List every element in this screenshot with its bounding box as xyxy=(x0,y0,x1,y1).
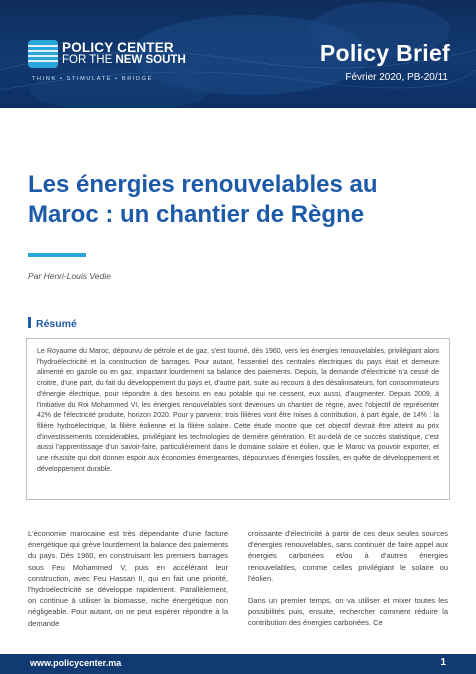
body-paragraph: Dans un premier temps, on va utiliser et mixer toutes les possibilités puis, ensuite, rechercher comment réduire la contribution des énergies carbonées. Ce xyxy=(248,596,448,628)
summary-marker-icon xyxy=(28,317,31,328)
footer-website-link[interactable]: www.policycenter.ma xyxy=(30,658,122,668)
logo-mark-icon xyxy=(28,40,58,68)
policy-center-logo[interactable] xyxy=(28,40,186,72)
body-column-left xyxy=(28,528,228,640)
title-underline xyxy=(28,253,86,257)
page-title: Les énergies renouvelables au Maroc : un chantier de Règne xyxy=(28,171,378,228)
logo-tagline: THINK • STIMULATE • BRIDGE xyxy=(32,76,153,82)
summary-heading: Résumé xyxy=(28,317,77,330)
logo-name: POLICY CENTER xyxy=(62,40,174,55)
page-number: 1 xyxy=(440,657,446,668)
body-paragraph: L'économie marocaine est très dépendante d'une facture énergétique qui grève lourdement la balance des paiements du pays. Dès 1960, en construisant les premiers barrages sous Feu Mohammed V, puis en accélérant leur construction, avec Feu Hassan II, qui en fait une priorité, l'hydroélectricité se développe rapidement. Parallèlement, on continue à utiliser la biomasse, niche énergétique non négligeable. Pour autant, on ne peut espérer répondre à la demande xyxy=(28,529,228,628)
summary-box: Le Royaume du Maroc, dépourvu de pétrole et de gaz, s'est tourné, dès 1960, vers les énergies renouvelables, privilégiant alors l'hydroélectricité et la construction de barrages. Pour autant, l'essentiel des centrales électriques du pays était et demeure alimenté en gazole ou en gaz, impactant lourdement sa balance des paiements. Depuis, la demande d'électricité n'a cessé de croitre, d'une part, du fait du développement du pays et, d'autre part, suite au recours à des désalinisateurs, fort consommateurs d'énergie électrique, pour répondre à des besoins en eau potable qui ne cessent, eux aussi, d'augmenter. Depuis 2009, à l'initiative du Roi Mohammed VI, les énergies renouvelables sont devenues un chantier de règne, avec l'objectif de représenter 42% de l'électricité produite, horizon 2020. Pour y parvenir, trois filières vont être mises à contribution, à part égale, de 14% : la filière hydroélectrique, la filière éolienne et la filière solaire. Cette étude montre que cet objectif devrait être atteint au prix d'investissements considérables, privilégiant les technologies de dernière génération. Et au-delà de ce succès statistique, c'est aussi l'apprentissage d'un savoir-faire, particulièrement dans le domaine solaire et éolien, que le Maroc va pouvoir exporter, et une réussite qui doit donner espoir aux économies émergeantes, dépourvues d'énergies fossiles, en quête de développement et développement durable. xyxy=(26,338,450,500)
author-byline: Par Henri-Louis Vedie xyxy=(28,271,111,281)
body-paragraph: croissante d'électricité à partir de ces deux seules sources d'énergies renouvelables, sans continuer de faire appel aux énergies carbonées et/ou à d'autres énergies renouvelables, comme celles privilégiant le solaire ou l'éolien. xyxy=(248,529,448,583)
logo-subname: FOR THE NEW SOUTH xyxy=(62,54,186,66)
header-banner xyxy=(0,0,476,108)
document-date-reference: Février 2020, PB-20/11 xyxy=(345,72,448,83)
footer-bar xyxy=(0,654,476,674)
document-type: Policy Brief xyxy=(319,40,450,66)
body-column-right xyxy=(248,528,448,640)
